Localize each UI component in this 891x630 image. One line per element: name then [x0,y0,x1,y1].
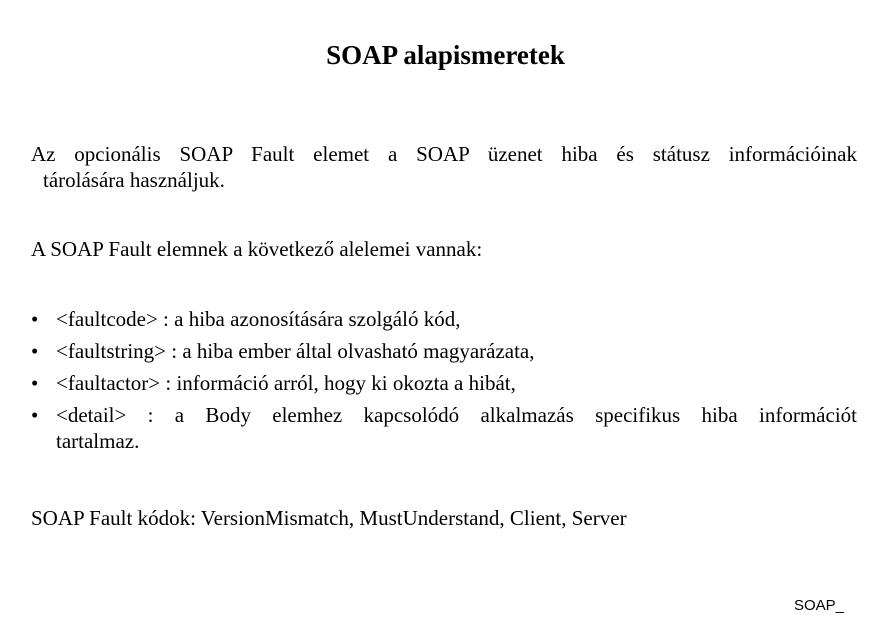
intro-paragraph [31,141,857,193]
fault-codes-paragraph: SOAP Fault kódok: VersionMismatch, MustUnderstand, Client, Server [31,506,627,530]
slide-footer: SOAP_ [793,597,844,614]
subelements-intro: A SOAP Fault elemnek a következő alelemei vannak: [31,237,483,261]
bullet-icon: • [31,403,39,427]
list-item-line-1: <detail> : a Body elemhez kapcsolódó alkalmazás specifikus hiba információt [56,403,857,427]
list-item [31,306,857,332]
list-item-text: <faultactor> : információ arról, hogy ki okozta a hibát, [56,371,516,395]
intro-paragraph-line-2: tárolására használjuk. [43,168,225,192]
page-title: SOAP alapismeretek [326,40,565,70]
bullet-icon: • [31,371,39,395]
subelement-list [31,306,857,460]
intro-paragraph-line-1: Az opcionális SOAP Fault elemet a SOAP üzenet hiba és státusz információinak [31,142,857,166]
list-item [31,370,857,396]
list-item-text: <faultcode> : a hiba azonosítására szolgáló kód, [56,307,461,331]
list-item-text: <faultstring> : a hiba ember által olvasható magyarázata, [56,339,535,363]
bullet-icon: • [31,307,39,331]
list-item [31,338,857,364]
list-item-line-2: tartalmaz. [56,429,140,453]
bullet-icon: • [31,339,39,363]
list-item [31,402,857,454]
list-item-text [56,402,857,454]
